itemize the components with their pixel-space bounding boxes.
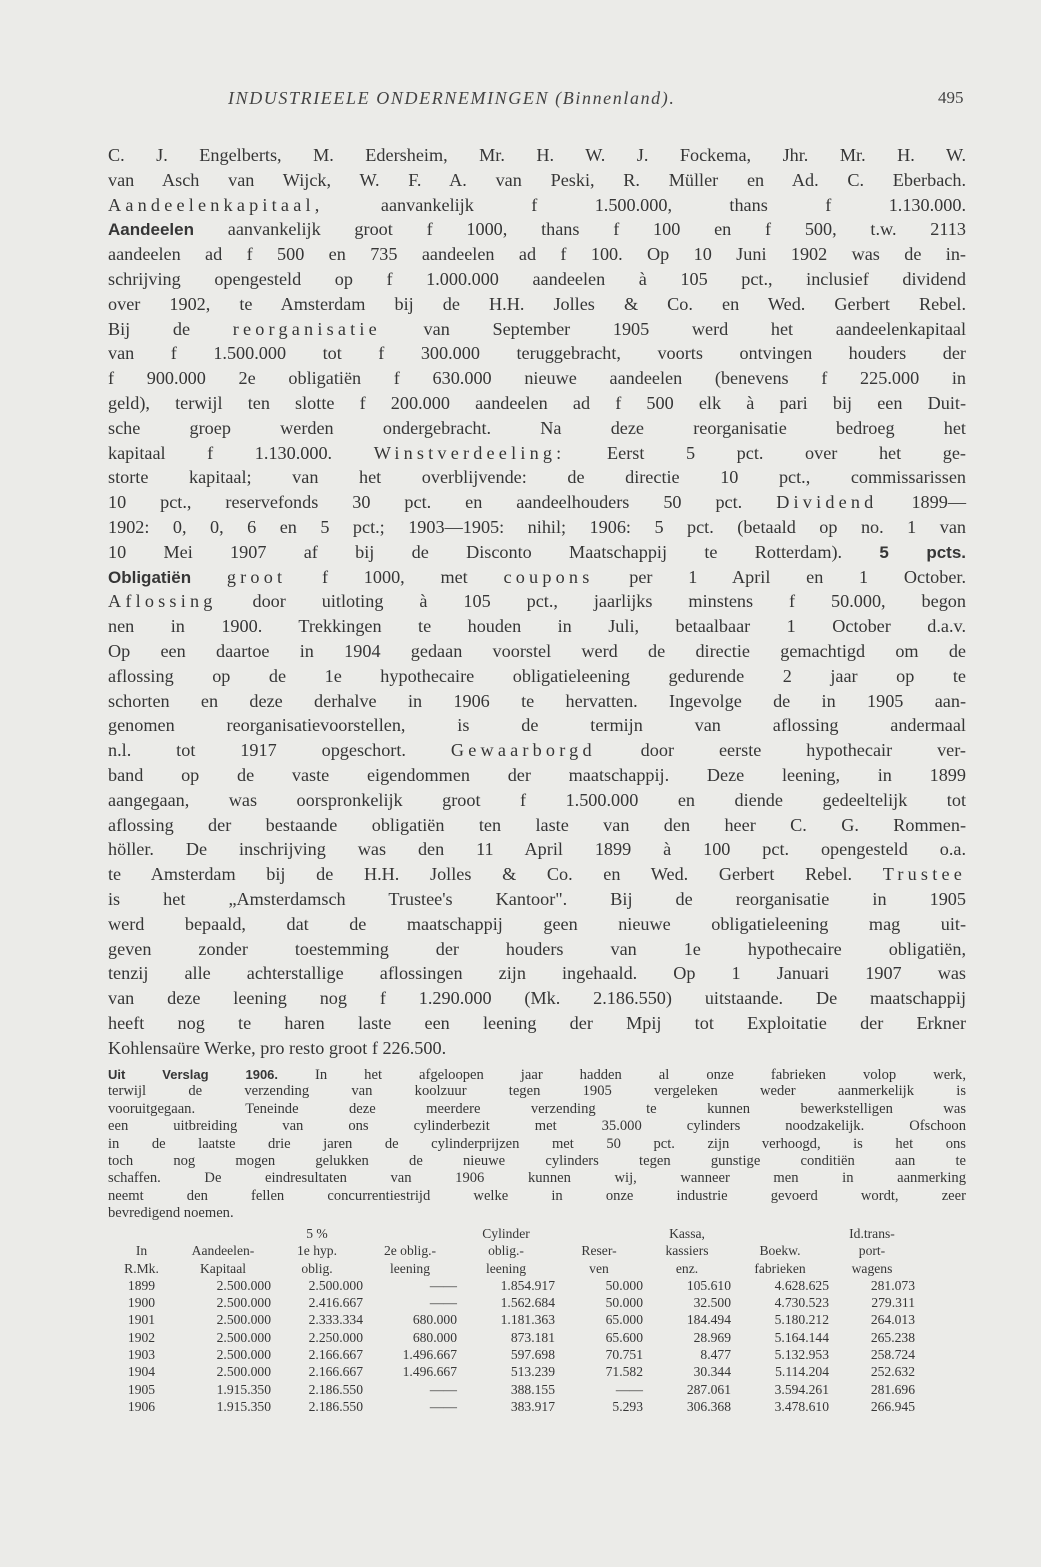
text-run: aangegaan, was oorspronkelijk groot f 1.500.000 en diende gedeeltelijk tot xyxy=(108,789,966,810)
text-line xyxy=(108,664,966,689)
column-header: Reser- xyxy=(581,1243,617,1259)
text-line xyxy=(108,242,966,267)
table-cell: 65.600 xyxy=(605,1329,643,1345)
text-run: tenzij alle achterstallige aflossingen zijn ingehaald. Op 1 Januari 1907 was xyxy=(108,963,966,984)
text-run: van Asch van Wijck, W. F. A. van Peski, R. Müller en Ad. C. Eberbach. xyxy=(108,169,966,190)
text-line xyxy=(108,1188,966,1205)
table-cell: 1.915.350 xyxy=(216,1398,271,1414)
table-cell: 5.132.953 xyxy=(774,1347,829,1363)
table-cell: 513.239 xyxy=(510,1364,555,1380)
text-run: terwijl de verzending van koolzuur tegen 1905 vergeleken weder aanmerkelijk is xyxy=(108,1083,966,1100)
column-header: Kassa, xyxy=(669,1226,705,1241)
table-cell: 258.724 xyxy=(870,1347,915,1363)
table-cell: 383.917 xyxy=(510,1398,555,1414)
text-line xyxy=(108,1036,966,1061)
year-cell: 1899 xyxy=(127,1277,156,1293)
text-run: toch nog mogen gelukken de nieuwe cylinders tegen gunstige conditiën aan te xyxy=(108,1152,966,1169)
table-cell: 281.073 xyxy=(870,1277,915,1293)
text-run: aanvankelijk groot f 1000, thans f 100 en f 500, t.w. 2113 xyxy=(193,219,966,240)
column-header: ven xyxy=(589,1260,609,1276)
table-cell: 264.013 xyxy=(870,1312,915,1328)
text-line xyxy=(108,1153,966,1170)
text-run: van f 1.500.000 tot f 300.000 teruggebracht, voorts ontvingen houders der xyxy=(108,343,966,364)
spaced-term: Aflossing xyxy=(108,591,217,612)
text-line xyxy=(108,217,966,242)
text-line xyxy=(108,416,966,441)
table-cell: 2.166.667 xyxy=(308,1347,363,1363)
table-cell: 2.500.000 xyxy=(216,1312,271,1328)
text-run: heeft nog te haren laste een leening der Mpij tot Exploitatie der Erkner xyxy=(108,1012,966,1033)
table-cell: 2.500.000 xyxy=(308,1277,363,1293)
table-cell: 1.854.917 xyxy=(500,1277,555,1293)
table-cell: 2.416.667 xyxy=(308,1295,363,1311)
text-run: aflossing op de 1e hypothecaire obligatieleening gedurende 2 jaar op te xyxy=(108,665,966,686)
text-run: is het „Amsterdamsch Trustee's Kantoor". Bij de reorganisatie in 1905 xyxy=(108,888,966,909)
table-cell: 1.915.350 xyxy=(216,1381,271,1397)
text-run: C. J. Engelberts, M. Edersheim, Mr. H. W. J. Fockema, Jhr. Mr. H. W. xyxy=(108,145,966,165)
table-cell: 3.594.261 xyxy=(774,1381,829,1397)
text-run: 1902: 0, 0, 6 en 5 pct.; 1903—1905: nihil; 1906: 5 pct. (betaald op no. 1 van xyxy=(108,516,966,537)
column-header: leening xyxy=(485,1260,526,1276)
column-header: oblig. xyxy=(301,1260,333,1276)
bold-heading: 5 pcts. xyxy=(879,542,967,562)
text-line xyxy=(108,713,966,738)
table-cell: —— xyxy=(429,1295,457,1311)
table-cell: —— xyxy=(429,1398,457,1414)
text-run: Eerst 5 pct. over het ge- xyxy=(565,442,966,463)
text-run: band op de vaste eigendommen der maatschappij. Deze leening, in 1899 xyxy=(108,764,966,785)
bold-heading: Obligatiën xyxy=(108,567,192,587)
column-header: 5 % xyxy=(306,1226,328,1241)
year-cell: 1902 xyxy=(127,1329,156,1345)
table-cell: —— xyxy=(615,1381,643,1397)
table-cell: 265.238 xyxy=(870,1329,915,1345)
table-cell: 2.186.550 xyxy=(308,1398,363,1414)
table-header-row xyxy=(108,1242,915,1259)
text-line xyxy=(108,317,966,342)
text-line xyxy=(108,1101,966,1118)
column-header: Id.trans- xyxy=(849,1226,895,1241)
table-cell: 2.333.334 xyxy=(308,1312,363,1328)
text-run: genomen reorganisatievoorstellen, is de termijn van aflossing andermaal xyxy=(108,715,966,736)
table-cell: 71.582 xyxy=(605,1364,643,1380)
column-header xyxy=(108,1225,175,1242)
text-run: door uitloting à 105 pct., jaarlijks minstens f 50.000, begon xyxy=(216,591,966,612)
text-line xyxy=(108,1011,966,1036)
text-line xyxy=(108,689,966,714)
text-run: 1899— xyxy=(877,492,966,513)
table-row xyxy=(108,1329,915,1346)
table-cell: 3.478.610 xyxy=(774,1398,829,1414)
table-cell: 30.344 xyxy=(693,1364,731,1380)
text-line xyxy=(108,1170,966,1187)
text-line xyxy=(108,639,966,664)
text-line xyxy=(108,391,966,416)
spaced-term: Gewaarborgd xyxy=(450,740,596,761)
column-header: fabrieken xyxy=(754,1260,806,1276)
table-cell: 65.000 xyxy=(605,1312,643,1328)
column-header: enz. xyxy=(675,1260,699,1276)
text-run: aanvankelijk f 1.500.000, thans f 1.130.000. xyxy=(323,194,966,215)
text-run: f 1000, met xyxy=(286,566,504,587)
table-row xyxy=(108,1346,915,1363)
text-run: Op een daartoe in 1904 gedaan voorstel werd de directie gemachtigd om de xyxy=(108,640,966,661)
text-line xyxy=(108,589,966,614)
text-line xyxy=(108,763,966,788)
table-row xyxy=(108,1311,915,1328)
text-line xyxy=(108,168,966,193)
column-header: Aandeelen- xyxy=(191,1243,255,1259)
year-cell: 1905 xyxy=(127,1381,156,1397)
year-cell: 1901 xyxy=(127,1312,156,1328)
table-cell: 70.751 xyxy=(605,1347,643,1363)
text-line xyxy=(108,441,966,466)
text-line xyxy=(108,961,966,986)
spaced-term: reorganisatie xyxy=(232,318,381,339)
spaced-term: Trustee xyxy=(882,864,966,885)
text-line xyxy=(108,193,966,218)
column-header xyxy=(363,1225,457,1242)
report-excerpt xyxy=(108,1066,966,1223)
text-line xyxy=(108,366,966,391)
table-cell: 287.061 xyxy=(686,1381,731,1397)
column-header xyxy=(175,1225,271,1242)
table-cell: 5.180.212 xyxy=(774,1312,829,1328)
year-cell: 1900 xyxy=(127,1295,156,1311)
year-cell: 1906 xyxy=(127,1398,156,1414)
column-header: 2e oblig.- xyxy=(383,1243,437,1259)
text-line xyxy=(108,540,966,565)
text-run: van deze leening nog f 1.290.000 (Mk. 2.186.550) uitstaande. De maatschappij xyxy=(108,988,966,1009)
column-header xyxy=(555,1225,643,1242)
table-cell: 281.696 xyxy=(870,1381,915,1397)
text-run: vooruitgegaan. Teneinde deze meerdere verzending te kunnen bewerkstelligen was xyxy=(108,1100,966,1117)
table-cell: 5.164.144 xyxy=(774,1329,829,1345)
text-run: over 1902, te Amsterdam bij de H.H. Jolles & Co. en Wed. Gerbert Rebel. xyxy=(108,293,966,314)
text-run: aandeelen ad f 500 en 735 aandeelen ad f 100. Op 10 Juni 1902 was de in- xyxy=(108,244,966,265)
text-run: door eerste hypothecair ver- xyxy=(595,740,966,761)
text-line xyxy=(108,1118,966,1135)
text-run: werd bepaald, dat de maatschappij geen nieuwe obligatieleening mag uit- xyxy=(108,913,966,934)
table-cell: 1.496.667 xyxy=(402,1364,457,1380)
text-run: kapitaal f 1.130.000. xyxy=(108,442,374,463)
text-line xyxy=(108,1066,966,1083)
text-line xyxy=(108,986,966,1011)
table-header-row xyxy=(108,1260,915,1277)
table-cell: —— xyxy=(429,1277,457,1293)
table-cell: 2.250.000 xyxy=(308,1329,363,1345)
text-run: nen in 1900. Trekkingen te houden in Juli, betaalbaar 1 October d.a.v. xyxy=(108,616,966,637)
column-header: Cylinder xyxy=(482,1226,530,1241)
table-cell: 266.945 xyxy=(870,1398,915,1414)
text-run xyxy=(191,567,227,587)
column-header: kassiers xyxy=(665,1243,709,1259)
text-run: Kohlensaüre Werke, pro resto groot f 226.500. xyxy=(108,1037,447,1058)
table-cell: 4.628.625 xyxy=(774,1277,829,1293)
table-cell: 50.000 xyxy=(605,1295,643,1311)
table-cell: 32.500 xyxy=(693,1295,731,1311)
table-cell: 8.477 xyxy=(700,1347,731,1363)
spaced-term: coupons xyxy=(503,566,594,587)
text-line xyxy=(108,341,966,366)
text-line xyxy=(108,267,966,292)
text-line xyxy=(108,788,966,813)
column-header: R.Mk. xyxy=(124,1260,159,1276)
text-line xyxy=(108,887,966,912)
column-header: wagens xyxy=(851,1260,893,1276)
year-cell: 1904 xyxy=(127,1364,156,1380)
table-cell: —— xyxy=(429,1381,457,1397)
text-run: schrijving opengesteld op f 1.000.000 aandeelen à 105 pct., inclusief dividend xyxy=(108,268,966,289)
text-line xyxy=(108,1136,966,1153)
running-header xyxy=(0,88,1041,114)
text-run: schorten en deze derhalve in 1906 te hervatten. Ingevolge de in 1905 aan- xyxy=(108,690,966,711)
table-row xyxy=(108,1381,915,1398)
text-run: höller. De inschrijving was den 11 April 1899 à 100 pct. opengesteld o.a. xyxy=(108,839,966,860)
table-cell: 4.730.523 xyxy=(774,1295,829,1311)
table-cell: 2.500.000 xyxy=(216,1347,271,1363)
table-cell: 184.494 xyxy=(686,1312,731,1328)
text-run: f 900.000 2e obligatiën f 630.000 nieuwe aandeelen (benevens f 225.000 in xyxy=(108,368,966,389)
table-row xyxy=(108,1294,915,1311)
table-cell: 680.000 xyxy=(412,1312,457,1328)
text-run: per 1 April en 1 October. xyxy=(593,566,966,587)
table-cell: 50.000 xyxy=(605,1277,643,1293)
text-line xyxy=(108,1083,966,1100)
text-run: te Amsterdam bij de H.H. Jolles & Co. en Wed. Gerbert Rebel. xyxy=(108,864,883,885)
table-cell: 2.500.000 xyxy=(216,1295,271,1311)
text-run: sche groep werden ondergebracht. Na deze reorganisatie bedroeg het xyxy=(108,417,966,438)
table-cell: 5.293 xyxy=(612,1398,643,1414)
table-header-row xyxy=(108,1225,915,1242)
table-cell: 1.562.684 xyxy=(500,1295,555,1311)
column-header: port- xyxy=(858,1243,886,1259)
page-number: 495 xyxy=(938,88,964,107)
table-cell: 388.155 xyxy=(510,1381,555,1397)
text-line xyxy=(108,515,966,540)
bold-heading: Uit Verslag 1906. xyxy=(108,1067,279,1082)
text-run: 10 pct., reservefonds 30 pct. en aandeelhouders 50 pct. xyxy=(108,492,777,513)
text-line xyxy=(108,565,966,590)
text-run: in de laatste drie jaren de cylinderprijzen met 50 pct. zijn verhoogd, is het ons xyxy=(108,1135,966,1152)
table-cell: 279.311 xyxy=(871,1295,915,1311)
table-cell: 1.181.363 xyxy=(500,1312,555,1328)
text-line xyxy=(108,937,966,962)
table-cell: 105.610 xyxy=(686,1277,731,1293)
text-run: In het afgeloopen jaar hadden al onze fabrieken volop werk, xyxy=(278,1067,966,1083)
text-run: 10 Mei 1907 af bij de Disconto Maatschappij te Rotterdam). xyxy=(108,541,880,562)
table-cell: 2.500.000 xyxy=(216,1364,271,1380)
column-header: 1e hyp. xyxy=(296,1243,338,1259)
year-cell: 1903 xyxy=(127,1347,156,1363)
table-cell: 2.500.000 xyxy=(216,1277,271,1293)
text-line xyxy=(108,292,966,317)
text-line xyxy=(108,490,966,515)
table-row xyxy=(108,1277,915,1294)
text-run: geven zonder toestemming der houders van 1e hypothecaire obligatiën, xyxy=(108,938,966,959)
text-run: aflossing der bestaande obligatiën ten laste van den heer C. G. Rommen- xyxy=(108,814,966,835)
text-line xyxy=(108,813,966,838)
spaced-term: groot xyxy=(226,566,287,587)
table-cell: 1.496.667 xyxy=(402,1347,457,1363)
table-cell: 252.632 xyxy=(870,1364,915,1380)
table-cell: 28.969 xyxy=(693,1329,731,1345)
text-run: n.l. tot 1917 opgeschort. xyxy=(108,740,451,761)
column-header: In xyxy=(135,1243,148,1259)
bold-heading: Aandeelen xyxy=(108,220,194,240)
text-line xyxy=(108,465,966,490)
spaced-term: Aandeelenkapitaal, xyxy=(108,194,324,215)
text-run: schaffen. De eindresultaten van 1906 kunnen wij, wanneer men in aanmerking xyxy=(108,1170,966,1187)
column-header: Kapitaal xyxy=(199,1260,247,1276)
financial-table xyxy=(108,1225,915,1415)
text-line xyxy=(108,912,966,937)
table-row xyxy=(108,1363,915,1380)
table-cell: 597.698 xyxy=(510,1347,555,1363)
table-cell: 306.368 xyxy=(686,1398,731,1414)
table-cell: 2.186.550 xyxy=(308,1381,363,1397)
spaced-term: Dividend xyxy=(776,492,878,513)
table-row xyxy=(108,1398,915,1415)
text-run: een uitbreiding van ons cylinderbezit met 35.000 cylinders noodzakelijk. Ofschoon xyxy=(108,1118,966,1135)
column-header: oblig.- xyxy=(488,1243,524,1259)
table-cell: 680.000 xyxy=(412,1329,457,1345)
column-header: Boekw. xyxy=(759,1243,801,1259)
text-line xyxy=(108,738,966,763)
table-cell: 2.166.667 xyxy=(308,1364,363,1380)
table-cell: 873.181 xyxy=(510,1329,555,1345)
text-run: bevredigend noemen. xyxy=(108,1205,234,1222)
text-run: Bij de xyxy=(108,318,233,339)
text-line xyxy=(108,614,966,639)
running-title: INDUSTRIEELE ONDERNEMINGEN (Binnenland). xyxy=(228,88,676,108)
main-text xyxy=(108,143,966,1060)
table-cell: 2.500.000 xyxy=(216,1329,271,1345)
text-line xyxy=(108,143,966,168)
column-header: leening xyxy=(389,1260,430,1276)
table-cell: 5.114.204 xyxy=(775,1364,829,1380)
text-run: neemt den fellen concurrentiestrijd welke in onze industrie gevoerd wordt, zeer xyxy=(108,1187,966,1204)
text-run: geld), terwijl ten slotte f 200.000 aandeelen ad f 500 elk à pari bij een Duit- xyxy=(108,392,966,413)
text-line xyxy=(108,1205,966,1222)
text-line xyxy=(108,837,966,862)
text-line xyxy=(108,862,966,887)
text-run: van September 1905 werd het aandeelenkapitaal xyxy=(380,318,967,339)
spaced-term: Winstverdeeling: xyxy=(373,442,566,463)
column-header xyxy=(731,1225,829,1242)
text-run: storte kapitaal; van het overblijvende: de directie 10 pct., commissarissen xyxy=(108,467,966,488)
